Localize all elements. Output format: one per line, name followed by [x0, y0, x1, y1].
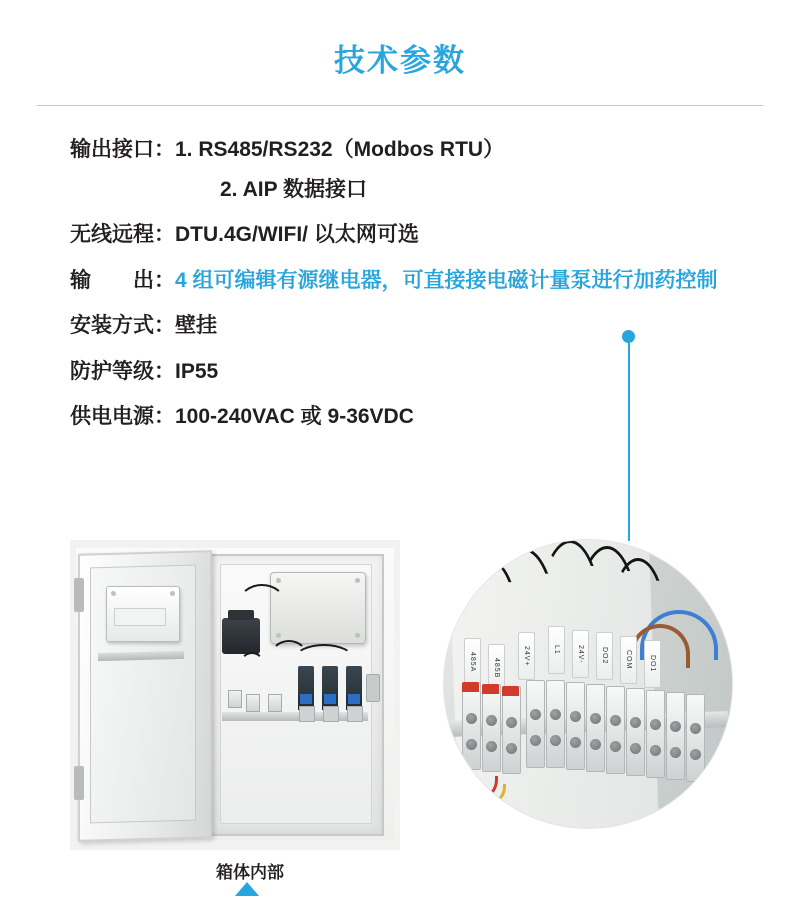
terminal-block — [482, 684, 501, 772]
door-hinge-bottom — [74, 766, 84, 800]
terminal-block — [462, 682, 481, 770]
caption-arrow-icon — [235, 882, 259, 896]
ferrule-label: DO1 — [644, 640, 661, 688]
terminal-block — [666, 692, 685, 780]
spec-row-power — [70, 401, 800, 433]
ferrule-label: 24V+ — [518, 632, 535, 680]
cabinet-interior-photo — [70, 540, 400, 850]
terminal-block — [546, 680, 565, 768]
terminal-closeup-photo — [444, 540, 732, 828]
screw-icon — [111, 591, 116, 596]
terminal-block — [606, 686, 625, 774]
spec-value: IP55 — [175, 359, 219, 383]
spec-value: 100-240VAC 或 9-36VDC — [175, 405, 414, 429]
spec-value: 壁挂 — [175, 314, 217, 338]
spec-value-highlight: 4 组可编辑有源继电器，可直接接电磁计量泵进行加药控制 — [175, 268, 718, 292]
page-title: 技术参数 — [334, 43, 466, 78]
terminal-block — [686, 694, 705, 782]
spec-row-wireless — [70, 219, 800, 251]
wire-arc — [240, 652, 264, 676]
ferrule-label: COM — [620, 636, 637, 684]
ferrule-label: 485B — [488, 644, 505, 692]
spec-value: DTU.4G/WIFI/ 以太网可选 — [175, 223, 419, 247]
figure-group — [0, 540, 800, 908]
spec-label: 无线远程： — [70, 223, 175, 247]
terminal-block — [526, 680, 545, 768]
terminal-block-small — [228, 690, 242, 708]
screw-icon — [355, 578, 360, 583]
ferrule-label: L1 — [548, 626, 565, 674]
door-hinge-top — [74, 578, 84, 612]
terminal-block — [646, 690, 665, 778]
callout-line — [628, 343, 630, 541]
terminal-block — [626, 688, 645, 776]
terminal-block-small — [268, 694, 282, 712]
controller-label-plate — [114, 608, 166, 626]
terminal-block — [586, 684, 605, 772]
spec-label: 安装方式： — [70, 314, 175, 338]
spec-label: 供电电源： — [70, 405, 175, 429]
screw-icon — [276, 633, 281, 638]
spec-label: 输出接口： — [70, 138, 175, 162]
spec-label: 防护等级： — [70, 359, 175, 383]
terminal-block-small — [246, 694, 260, 712]
screw-icon — [276, 578, 281, 583]
screw-icon — [170, 591, 175, 596]
ferrule-label: 485A — [464, 638, 481, 686]
terminal-block — [566, 682, 585, 770]
spec-value: 1. RS485/RS232（Modbos RTU） — [175, 138, 505, 162]
spec-row-mounting — [70, 310, 800, 342]
cabinet-latch — [366, 674, 380, 702]
spec-row-output-interface — [70, 134, 800, 166]
spec-row-protection — [70, 356, 800, 388]
spec-subvalue-output-interface: 2. AIP 数据接口 — [220, 177, 368, 201]
spec-row-output — [70, 265, 800, 297]
wire-arc — [294, 644, 354, 674]
spec-list — [0, 134, 800, 433]
spec-label: 输 出： — [70, 268, 175, 292]
ferrule-label: 24V- — [572, 630, 589, 678]
wire-arc — [238, 584, 286, 624]
callout-dot-icon — [622, 330, 635, 343]
title-divider — [37, 105, 763, 106]
ferrule-label: DO2 — [596, 632, 613, 680]
left-photo-caption: 箱体内部 — [216, 863, 284, 882]
screw-icon — [355, 633, 360, 638]
terminal-block — [502, 686, 521, 774]
